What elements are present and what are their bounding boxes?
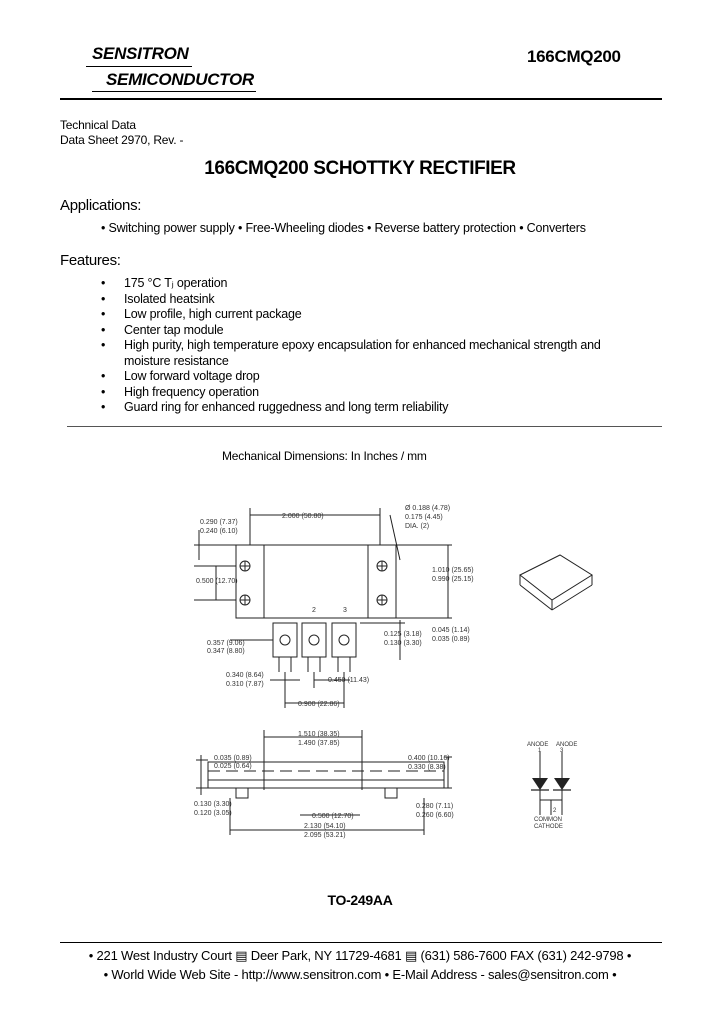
footer-rule — [60, 942, 662, 943]
dim-label: 0.035 (0.89) — [214, 755, 252, 762]
dim-label: 2.095 (53.21) — [304, 832, 346, 839]
dim-label: 0.260 (6.60) — [416, 812, 454, 819]
diode-symbol — [532, 778, 548, 790]
applications-heading: Applications: — [60, 197, 142, 214]
logo-underline-2 — [92, 91, 256, 92]
bullet: • — [237, 221, 243, 235]
dim-label: 0.175 (4.45) — [405, 514, 443, 521]
pin-label: 2 — [312, 607, 316, 614]
mount-tab-left — [236, 545, 264, 618]
mount-tab-right — [368, 545, 396, 618]
mechanical-heading: Mechanical Dimensions: In Inches / mm — [222, 449, 427, 463]
terminal-1 — [273, 623, 297, 657]
dim-label: 0.347 (8.80) — [207, 648, 245, 655]
dim-label: 0.290 (7.37) — [200, 519, 238, 526]
pin-label: 3 — [343, 607, 347, 614]
terminal-3 — [332, 623, 356, 657]
doc-info-line2: Data Sheet 2970, Rev. - — [60, 133, 184, 147]
doc-info-line1: Technical Data — [60, 118, 136, 132]
dim-label: 0.310 (7.87) — [226, 681, 264, 688]
dim-label: 0.900 (22.86) — [298, 701, 340, 708]
dim-label: 0.130 (3.30) — [384, 640, 422, 647]
dim-label: 0.450 (11.43) — [328, 677, 370, 684]
dim-label: 0.340 (8.64) — [226, 672, 264, 679]
application-item: Converters — [526, 221, 586, 235]
dim-label: 0.120 (3.05) — [194, 810, 232, 817]
application-item: Reverse battery protection — [374, 221, 516, 235]
diode-symbol — [554, 778, 570, 790]
mechanical-drawing — [0, 490, 720, 839]
terminal-2 — [302, 623, 326, 657]
dim-label: 0.500 (12.70) — [196, 578, 238, 585]
package-side-base — [208, 780, 444, 788]
bullet: • — [367, 221, 372, 235]
schematic-label: 1 — [538, 748, 542, 754]
schematic-label: ANODE — [556, 742, 578, 748]
bullet: • — [101, 221, 106, 235]
company-name-line2: SEMICONDUCTOR — [106, 70, 254, 89]
dim-label: 0.025 (0.64) — [214, 763, 252, 770]
schematic-label: 2 — [553, 808, 557, 814]
header-part-number: 166CMQ200 — [527, 47, 621, 66]
dim-label: 0.045 (1.14) — [432, 627, 470, 634]
dim-label: 0.125 (3.18) — [384, 631, 422, 638]
package-top-body — [236, 545, 396, 618]
dim-label: 0.130 (3.30) — [194, 801, 232, 808]
dim-label: DIA. (2) — [405, 523, 430, 530]
dim-label: 0.280 (7.11) — [416, 803, 454, 810]
dim-label: 2.000 (50.80) — [282, 513, 324, 520]
features-heading: Features: — [60, 252, 121, 269]
dim-label: 2.130 (54.10) — [304, 823, 346, 830]
schematic-label: ANODE — [527, 742, 549, 748]
dim-label: Ø 0.188 (4.78) — [405, 505, 451, 512]
dim-label: 1.490 (37.85) — [298, 740, 340, 747]
dim-label: 0.035 (0.89) — [432, 636, 470, 643]
footer-web-email: • World Wide Web Site - http://www.sensitron.com • E-Mail Address - sales@sensitron.com • — [103, 967, 617, 982]
page-title: 166CMQ200 SCHOTTKY RECTIFIER — [204, 158, 516, 179]
footer-address: • 221 West Industry Court ▤ Deer Park, NY 11729-4681 ▤ (631) 586-7600 FAX (631) 242-9798 • — [88, 948, 632, 963]
dim-label: 1.510 (38.35) — [298, 731, 340, 738]
section-divider — [67, 426, 662, 427]
dim-label: 0.240 (6.10) — [200, 528, 238, 535]
dim-label: 0.500 (12.70) — [312, 813, 354, 820]
dim-label: 0.357 (9.06) — [207, 640, 245, 647]
package-name: TO-249AA — [327, 892, 393, 908]
application-item: Switching power supply — [108, 221, 235, 235]
dim-label: 0.990 (25.15) — [432, 576, 474, 583]
application-item: Free-Wheeling diodes — [245, 221, 364, 235]
logo-underline-1 — [86, 66, 192, 67]
header-rule — [60, 98, 662, 100]
schematic-label: COMMON — [534, 817, 562, 823]
dim-label: 0.330 (8.38) — [408, 764, 446, 771]
company-name-line1: SENSITRON — [92, 44, 189, 63]
applications-list — [101, 221, 586, 235]
schematic-label: 3 — [560, 748, 564, 754]
dim-label: 1.010 (25.65) — [432, 567, 474, 574]
bullet: • — [519, 221, 524, 235]
schematic-label: CATHODE — [534, 824, 563, 830]
dim-label: 0.400 (10.16) — [408, 755, 450, 762]
